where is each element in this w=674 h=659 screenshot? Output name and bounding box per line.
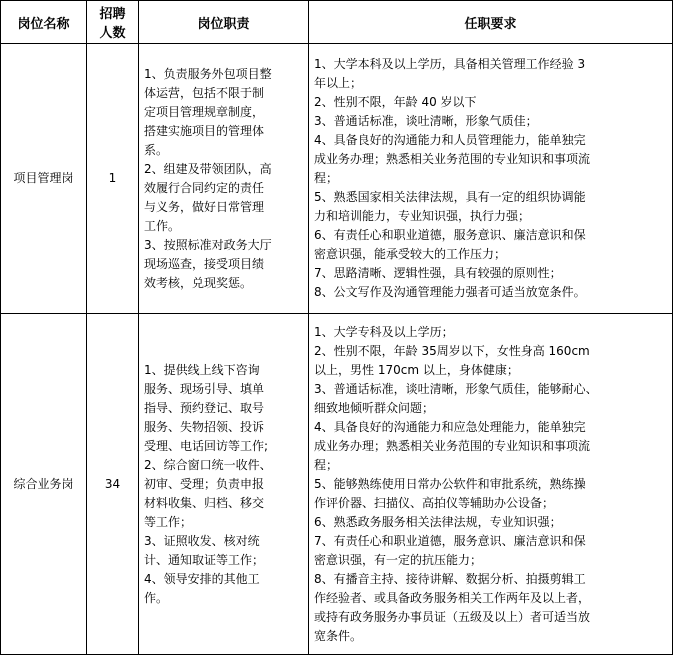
requirements-cell [309,44,673,314]
requirement-line: 密意识强，有一定的抗压能力； [314,552,483,567]
requirement-line: 7、有责任心和职业道德，服务意识、廉洁意识和保 [314,533,586,548]
requirement-line: 程； [314,171,339,185]
requirement-line: 1、大学专科及以上学历； [314,324,454,339]
requirement-line: 7、思路清晰、逻辑性强，具有较强的原则性； [314,266,562,280]
duty-line: 与义务，做好日常管理 [144,199,265,214]
duty-line: 指导、预约登记、取号 [144,400,265,415]
headcount: 34 [87,314,139,655]
duty-line: 服务、现场引导、填单 [144,381,265,396]
duty-line: 等工作； [144,514,193,529]
duties-cell [139,314,309,655]
requirement-line: 以上，男性 170cm 以上，身体健康； [314,362,519,377]
requirement-line: 4、具备良好的沟通能力和人员管理能力，能单独完 [314,133,586,147]
duty-line: 3、按照标准对政务大厅 [144,237,272,252]
requirement-line: 6、有责任心和职业道德，服务意识、廉洁意识和保 [314,228,586,242]
requirement-line: 5、熟悉国家相关法律法规，具有一定的组织协调能 [314,190,586,204]
requirement-line: 2、性别不限，年龄 35周岁以下，女性身高 160cm [314,343,590,358]
duty-line: 系。 [144,142,169,157]
requirement-line: 作评价器、扫描仪、高拍仪等辅助办公设备； [314,495,555,510]
duty-line: 工作。 [144,218,181,233]
requirement-line: 3、普通话标准，谈吐清晰，形象气质佳； [314,114,538,128]
requirement-line: 3、普通话标准，谈吐清晰，形象气质佳，能够耐心、 [314,381,598,396]
duty-line: 2、组建及带领团队，高 [144,161,272,176]
duty-line: 效考核，兑现奖惩。 [144,275,253,290]
requirement-line: 宽条件。 [314,628,363,643]
header-position-name: 岗位名称 [1,1,87,44]
duty-line: 计、通知取证等工作； [144,552,265,567]
requirement-line: 8、公文写作及沟通管理能力强者可适当放宽条件。 [314,285,586,299]
requirements-cell [309,314,673,655]
requirement-line: 作经验者、或具备政务服务相关工作两年及以上者， [314,590,591,605]
header-headcount: 招聘人数 [87,1,139,44]
requirement-line: 8、有播音主持、接待讲解、数据分析、拍摄剪辑工 [314,571,586,586]
header-duties: 岗位职责 [139,1,309,44]
table-row [1,44,673,314]
requirement-line: 程； [314,457,339,472]
duty-line: 作。 [144,590,169,605]
duties-cell [139,44,309,314]
requirement-line: 密意识强，能承受较大的工作压力； [314,247,507,261]
requirement-line: 力和培训能力，专业知识强，执行力强； [314,209,531,223]
requirement-line: 或持有政务服务办事员证（五级及以上）者可适当放 [314,609,591,624]
duty-line: 现场巡查，接受项目绩 [144,256,265,271]
duty-line: 初审、受理；负责申报 [144,476,265,491]
duty-line: 服务、失物招领、投诉 [144,419,265,434]
requirement-line: 成业务办理；熟悉相关业务范围的专业知识和事项流 [314,438,591,453]
requirement-line: 6、熟悉政务服务相关法律法规，专业知识强； [314,514,562,529]
duty-line: 搭建实施项目的管理体 [144,123,265,138]
requirement-line: 4、具备良好的沟通能力和应急处理能力，能单独完 [314,419,586,434]
requirement-line: 2、性别不限，年龄 40 岁以下 [314,95,477,109]
headcount: 1 [87,44,139,314]
header-requirements: 任职要求 [309,1,673,44]
requirement-line: 年以上； [314,76,363,90]
duty-line: 3、证照收发、核对统 [144,533,260,548]
requirement-line: 5、能够熟练使用日常办公软件和审批系统，熟练操 [314,476,586,491]
duty-line: 材料收集、归档、移交 [144,495,265,510]
duty-line: 1、提供线上线下咨询 [144,362,260,377]
duty-line: 2、综合窗口统一收件、 [144,457,272,472]
requirement-line: 1、大学本科及以上学历，具备相关管理工作经验 3 [314,57,586,71]
table-row [1,314,673,655]
requirement-line: 细致地倾听群众问题； [314,400,435,415]
requirement-line: 成业务办理；熟悉相关业务范围的专业知识和事项流 [314,152,591,166]
duty-line: 1、负责服务外包项目整 [144,66,272,81]
duty-line: 受理、电话回访等工作; [144,438,269,453]
duty-line: 定项目管理规章制度， [144,104,265,119]
duty-line: 4、领导安排的其他工 [144,571,260,586]
position-name: 综合业务岗 [1,314,87,655]
duty-line: 效履行合同约定的责任 [144,180,265,195]
duty-line: 体运营，包括不限于制 [144,85,265,100]
position-name: 项目管理岗 [1,44,87,314]
header-row [1,1,673,44]
